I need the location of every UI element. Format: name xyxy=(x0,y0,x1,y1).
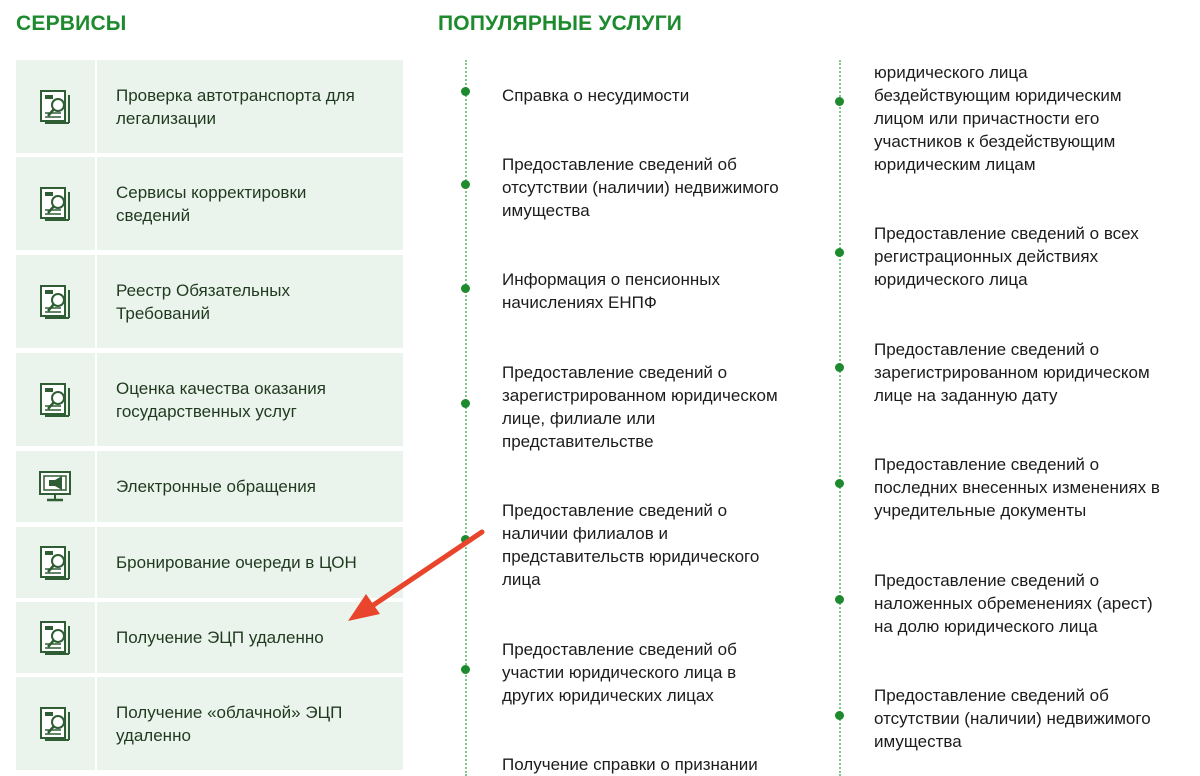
popular-service-link[interactable]: Информация о пенсионных начислениях ЕНПФ xyxy=(502,270,720,312)
services-title: СЕРВИСЫ xyxy=(16,12,127,35)
icon-cell xyxy=(16,157,97,250)
icon-cell xyxy=(16,255,97,348)
document-search-icon xyxy=(39,186,73,222)
service-label: Сервисы корректировки сведений xyxy=(116,182,307,225)
icon-cell xyxy=(16,677,97,770)
icon-cell xyxy=(16,353,97,446)
service-card-quality-rating[interactable] xyxy=(16,353,403,446)
timeline-dot xyxy=(461,535,470,544)
document-search-icon xyxy=(39,284,73,320)
service-card-data-correction[interactable] xyxy=(16,157,403,250)
timeline-dot xyxy=(835,711,844,720)
timeline-dot xyxy=(461,87,470,96)
service-label: Проверка автотранспорта для легализации xyxy=(116,85,355,128)
popular-service-link[interactable]: Предоставление сведений о наложенных обременениях (арест) на долю юридического лица xyxy=(874,571,1153,636)
service-card-electronic-appeals[interactable] xyxy=(16,451,403,522)
icon-cell xyxy=(16,602,97,673)
popular-service-link[interactable]: Предоставление сведений о зарегистрированном юридическом лице, филиале или представительстве xyxy=(502,363,778,451)
popular-service-link[interactable]: Предоставление сведений об отсутствии (наличии) недвижимого имущества xyxy=(502,155,779,220)
timeline-dot xyxy=(461,180,470,189)
popular-service-link[interactable]: Предоставление сведений об отсутствии (наличии) недвижимого имущества xyxy=(874,686,1151,751)
document-search-icon xyxy=(39,89,73,125)
timeline-dot xyxy=(461,399,470,408)
timeline-dot xyxy=(835,595,844,604)
popular-service-link[interactable]: Предоставление сведений о наличии филиалов и представительств юридического лица xyxy=(502,501,760,589)
service-card-remote-eds[interactable] xyxy=(16,602,403,673)
computer-megaphone-icon xyxy=(38,470,74,504)
icon-cell xyxy=(16,451,97,522)
timeline-dot xyxy=(461,284,470,293)
popular-service-link[interactable]: Предоставление сведений о последних внесенных изменениях в учредительные документы xyxy=(874,455,1160,520)
service-label: Получение «облачной» ЭЦП удаленно xyxy=(116,702,343,745)
popular-service-link[interactable]: Предоставление сведений о всех регистрационных действиях юридического лица xyxy=(874,224,1139,289)
icon-cell xyxy=(16,60,97,153)
popular-service-link[interactable]: Получение справки о признании xyxy=(502,755,758,774)
document-search-icon xyxy=(39,706,73,742)
service-label: Реестр Обязательных Требований xyxy=(116,280,291,323)
icon-cell xyxy=(16,527,97,598)
document-search-icon xyxy=(39,620,73,656)
popular-service-link[interactable]: Справка о несудимости xyxy=(502,86,690,105)
service-label: Электронные обращения xyxy=(116,477,316,496)
popular-service-link[interactable]: юридического лица бездействующим юридическим лицом или причастности его участников к бездействующим юридическим лицам xyxy=(874,63,1122,174)
popular-service-link[interactable]: Предоставление сведений о зарегистрированном юридическом лице на заданную дату xyxy=(874,340,1150,405)
service-card-vehicle-check[interactable] xyxy=(16,60,403,153)
timeline-line xyxy=(839,60,841,776)
service-label: Бронирование очереди в ЦОН xyxy=(116,553,357,572)
timeline-dot xyxy=(835,248,844,257)
service-card-mandatory-requirements[interactable] xyxy=(16,255,403,348)
popular-services-title: ПОПУЛЯРНЫЕ УСЛУГИ xyxy=(438,12,683,35)
document-search-icon xyxy=(39,545,73,581)
service-card-cloud-eds[interactable] xyxy=(16,677,403,770)
service-card-queue-booking[interactable] xyxy=(16,527,403,598)
timeline-dot xyxy=(835,363,844,372)
timeline-dot xyxy=(835,479,844,488)
popular-service-link[interactable]: Предоставление сведений об участии юридического лица в других юридических лицах xyxy=(502,640,737,705)
service-label: Получение ЭЦП удаленно xyxy=(116,628,324,647)
document-search-icon xyxy=(39,382,73,418)
service-label: Оценка качества оказания государственных услуг xyxy=(116,378,326,421)
timeline-dot xyxy=(461,665,470,674)
timeline-dot xyxy=(835,97,844,106)
